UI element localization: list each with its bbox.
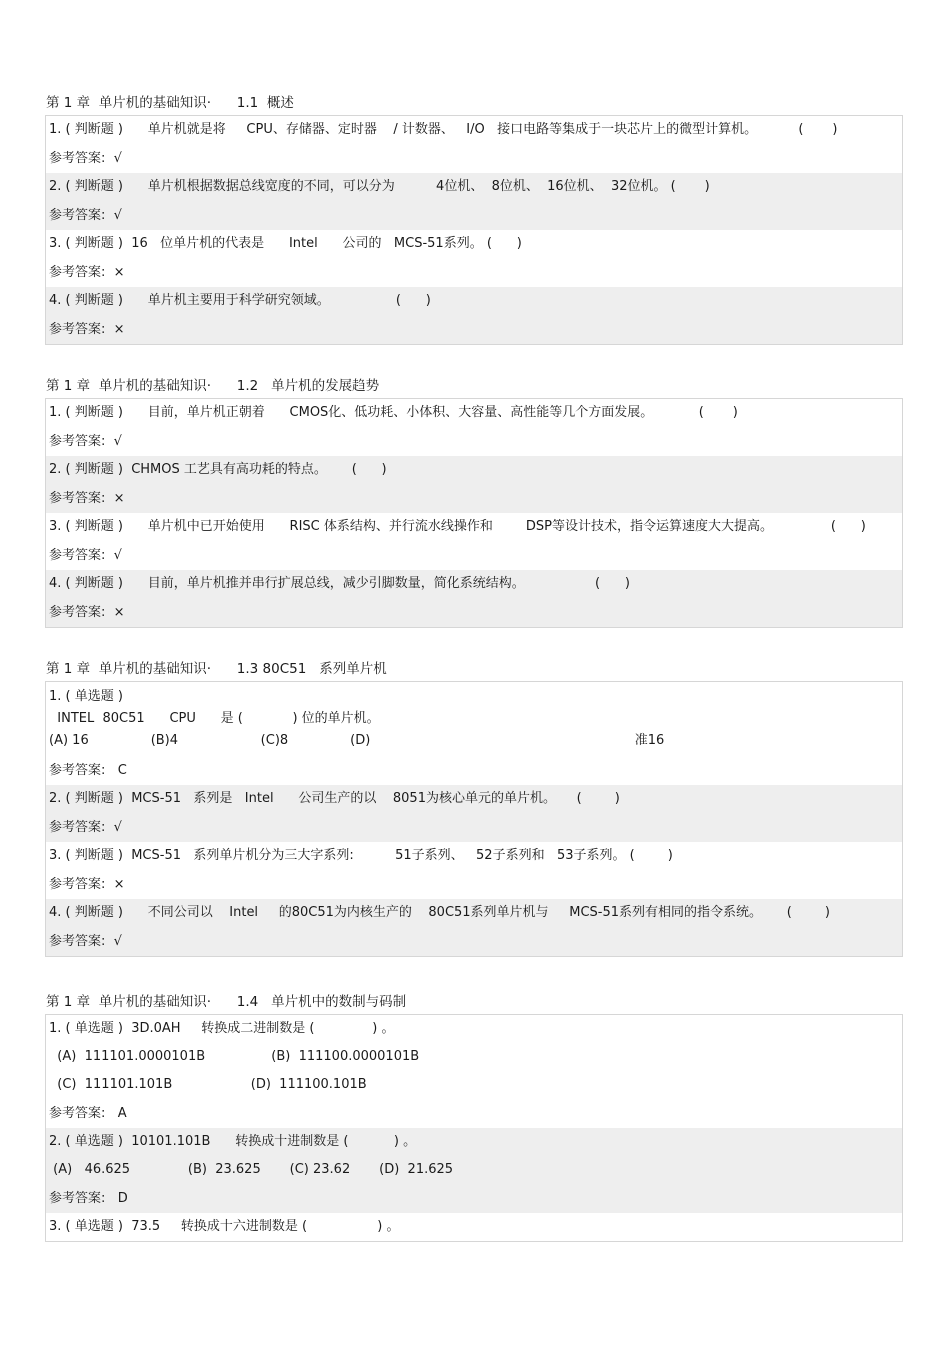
answer-text: 参考答案: × (49, 877, 125, 892)
question-options: (A) 16 (B)4 (C)8 (D) 准16 (49, 733, 665, 748)
question-item (46, 399, 902, 456)
answer-text: 参考答案: √ (49, 434, 122, 449)
question-box-1-1 (45, 115, 903, 345)
question-text: 2. ( 判断题 ) CHMOS 工艺具有高功耗的特点。 ( ) (49, 462, 387, 477)
question-text: 3. ( 判断题 ) 16 位单片机的代表是 Intel 公司的 MCS-51系列。 ( ) (49, 236, 522, 251)
section-title-1-1: 第 1 章 单片机的基础知识· 1.1 概述 (46, 95, 294, 111)
question-text: 3. ( 单选题 ) 73.5 转换成十六进制数是 ( ) 。 (49, 1219, 400, 1234)
answer-text: 参考答案: × (49, 491, 125, 506)
answer-text: 参考答案: √ (49, 151, 122, 166)
answer-text: 参考答案: √ (49, 820, 122, 835)
question-item (46, 899, 902, 956)
question-box-1-3 (45, 681, 903, 957)
question-text: 1. ( 判断题 ) 目前，单片机正朝着 CMOS化、低功耗、小体积、大容量、高性能等几个方面发展。 ( ) (49, 405, 738, 420)
question-text: 1. ( 判断题 ) 单片机就是将 CPU、存储器、定时器 / 计数器、 I/O 接口电路等集成于一块芯片上的微型计算机。 ( ) (49, 122, 838, 137)
question-item (46, 842, 902, 899)
question-item (46, 173, 902, 230)
question-item (46, 456, 902, 513)
answer-text: 参考答案: √ (49, 934, 122, 949)
question-item (46, 686, 902, 785)
question-text: 4. ( 判断题 ) 不同公司以 Intel 的80C51为内核生产的 80C51系列单片机与 MCS-51系列有相同的指令系统。 ( ) (49, 905, 830, 920)
question-text: 2. ( 判断题 ) 单片机根据数据总线宽度的不同，可以分为 4位机、 8位机、 16位机、 32位机。 ( ) (49, 179, 710, 194)
answer-text: 参考答案: √ (49, 208, 122, 223)
question-options: (A) 46.625 (B) 23.625 (C) 23.62 (D) 21.625 (49, 1162, 454, 1177)
answer-text: 参考答案: × (49, 265, 125, 280)
question-item (46, 513, 902, 570)
question-text: 1. ( 单选题 ) (49, 689, 123, 704)
question-item (46, 116, 902, 173)
question-item (46, 785, 902, 842)
question-text: INTEL 80C51 CPU 是 ( ) 位的单片机。 (49, 711, 380, 726)
question-item (46, 1015, 902, 1128)
answer-text: 参考答案: A (49, 1106, 127, 1121)
question-item (46, 570, 902, 627)
question-text: 3. ( 判断题 ) MCS-51 系列单片机分为三大字系列: 51子系列、 52子系列和 53子系列。 ( ) (49, 848, 673, 863)
question-options: (C) 111101.101B (D) 111100.101B (49, 1077, 367, 1092)
question-item (46, 1128, 902, 1213)
answer-text: 参考答案: × (49, 322, 125, 337)
question-text: 2. ( 单选题 ) 10101.101B 转换成十进制数是 ( ) 。 (49, 1134, 417, 1149)
question-item (46, 1213, 902, 1241)
answer-text: 参考答案: C (49, 763, 127, 778)
question-text: 3. ( 判断题 ) 单片机中已开始使用 RISC 体系结构、并行流水线操作和 DSP等设计技术，指令运算速度大大提高。 ( ) (49, 519, 866, 534)
section-title-1-2: 第 1 章 单片机的基础知识· 1.2 单片机的发展趋势 (46, 378, 380, 394)
answer-text: 参考答案: × (49, 605, 125, 620)
answer-text: 参考答案: D (49, 1191, 128, 1206)
section-title-1-4: 第 1 章 单片机的基础知识· 1.4 单片机中的数制与码制 (46, 994, 407, 1010)
question-text: 2. ( 判断题 ) MCS-51 系列是 Intel 公司生产的以 8051为核心单元的单片机。 ( ) (49, 791, 620, 806)
question-box-1-2 (45, 398, 903, 628)
answer-text: 参考答案: √ (49, 548, 122, 563)
question-text: 4. ( 判断题 ) 目前，单片机推并串行扩展总线，减少引脚数量，简化系统结构。 ( ) (49, 576, 630, 591)
question-text: 4. ( 判断题 ) 单片机主要用于科学研究领域。 ( ) (49, 293, 431, 308)
question-box-1-4 (45, 1014, 903, 1242)
question-text: 1. ( 单选题 ) 3D.0AH 转换成二进制数是 ( ) 。 (49, 1021, 395, 1036)
section-title-1-3: 第 1 章 单片机的基础知识· 1.3 80C51 系列单片机 (46, 661, 387, 677)
question-options: (A) 111101.0000101B (B) 111100.0000101B (49, 1049, 420, 1064)
question-item (46, 287, 902, 344)
question-item (46, 230, 902, 287)
